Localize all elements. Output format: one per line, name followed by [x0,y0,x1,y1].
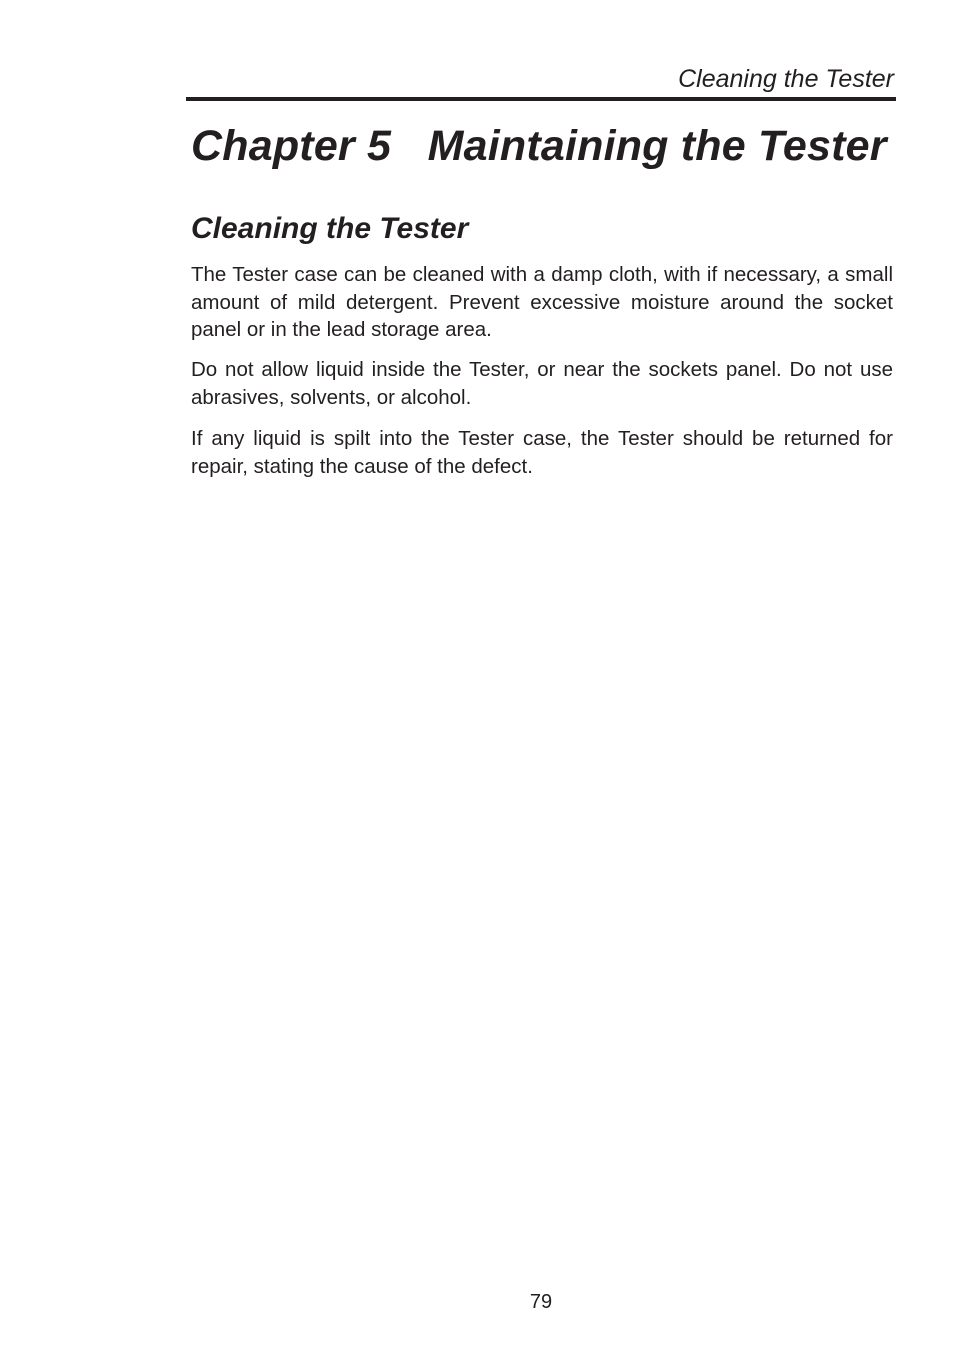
paragraph-spill-repair: If any liquid is spilt into the Tester case, the Tester should be returned for repair, stating the cause of the defect. [191,427,893,478]
section-title: Cleaning the Tester [191,212,469,245]
header-rule [186,97,896,101]
page-number: 79 [529,1291,553,1313]
paragraph-liquid-warning: Do not allow liquid inside the Tester, or near the sockets panel. Do not use abrasives, solvents, or alcohol. [191,358,893,409]
chapter-title: Chapter 5 Maintaining the Tester [191,122,887,170]
running-header: Cleaning the Tester [678,65,894,93]
paragraph-cleaning: The Tester case can be cleaned with a damp cloth, with if necessary, a small amount of mild detergent. Prevent excessive moisture around the socket panel or in the lead storage area. [191,263,893,341]
